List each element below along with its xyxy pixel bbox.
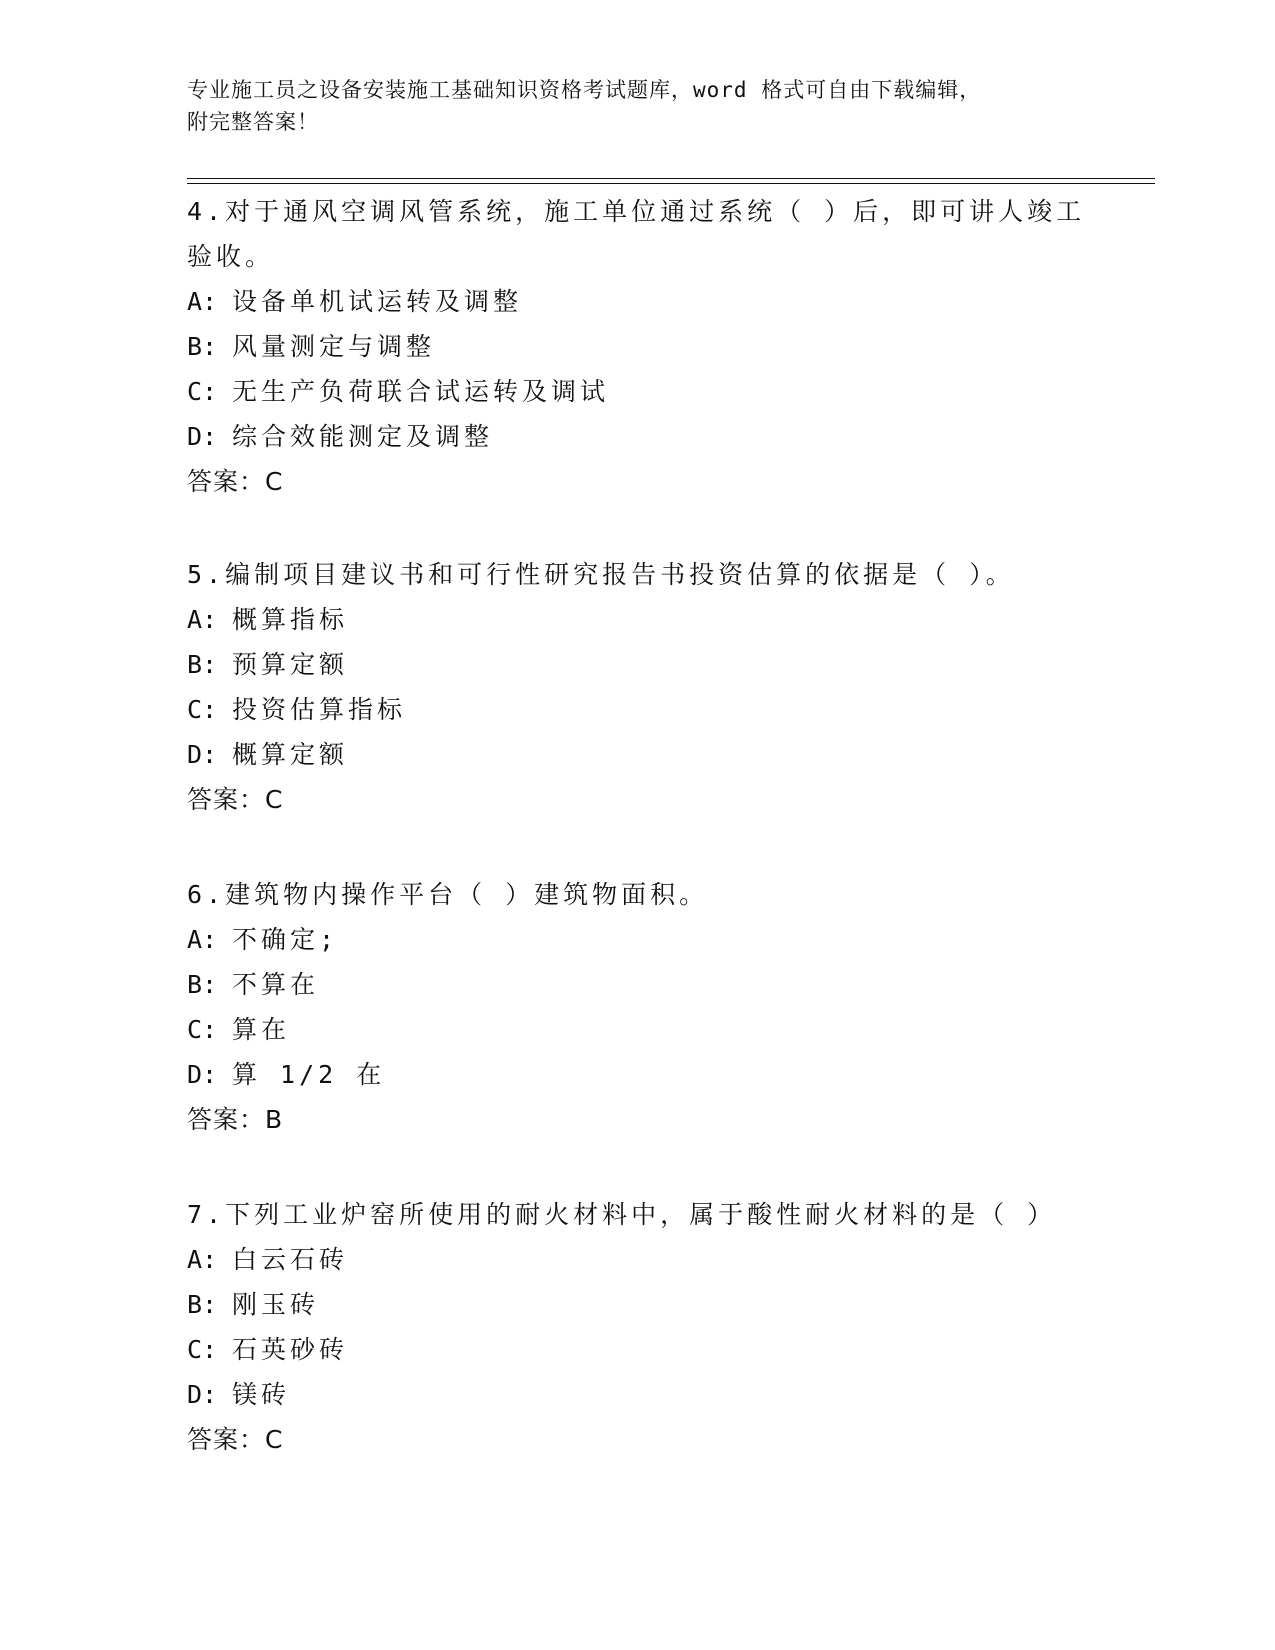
option-letter: C: — [187, 1015, 218, 1044]
answer: 答案：C — [187, 1425, 284, 1454]
option-letter: A: — [187, 287, 218, 316]
header-divider-bottom — [187, 183, 1155, 184]
option-text: 概算定额 — [232, 740, 349, 769]
option-text: 算 1/2 在 — [232, 1060, 386, 1089]
option-a — [187, 279, 1087, 324]
option-letter: B: — [187, 970, 218, 999]
question-4 — [187, 189, 1087, 504]
option-text: 石英砂砖 — [232, 1335, 349, 1364]
option-letter: C: — [187, 695, 218, 724]
header-line-1: 专业施工员之设备安装施工基础知识资格考试题库，word 格式可自由下载编辑， — [187, 78, 982, 102]
document-header — [187, 74, 1087, 138]
option-text: 无生产负荷联合试运转及调试 — [232, 377, 610, 406]
option-letter: D: — [187, 422, 218, 451]
option-text: 概算指标 — [232, 605, 349, 634]
option-letter: B: — [187, 1290, 218, 1319]
question-5 — [187, 552, 1087, 822]
question-stem-continued: 验收。 — [187, 242, 275, 271]
option-letter: D: — [187, 1380, 218, 1409]
option-letter: B: — [187, 332, 218, 361]
option-d — [187, 732, 1087, 777]
option-text: 投资估算指标 — [232, 695, 407, 724]
option-letter: A: — [187, 1245, 218, 1274]
answer: 答案：C — [187, 785, 284, 814]
option-letter: D: — [187, 1060, 218, 1089]
question-stem: 7.下列工业炉窑所使用的耐火材料中，属于酸性耐火材料的是（ ） — [187, 1200, 1057, 1229]
header-divider-top — [187, 178, 1155, 179]
option-text: 算在 — [232, 1015, 291, 1044]
option-b — [187, 324, 1087, 369]
question-stem: 4.对于通风空调风管系统，施工单位通过系统（ ）后，即可讲人竣工 — [187, 197, 1086, 226]
option-c — [187, 369, 1087, 414]
option-letter: D: — [187, 740, 218, 769]
option-letter: A: — [187, 605, 218, 634]
option-b — [187, 962, 1087, 1007]
option-text: 不算在 — [232, 970, 320, 999]
option-c — [187, 687, 1087, 732]
option-text: 白云石砖 — [232, 1245, 349, 1274]
option-d — [187, 1052, 1087, 1097]
question-6 — [187, 872, 1087, 1142]
option-text: 综合效能测定及调整 — [232, 422, 494, 451]
answer: 答案：B — [187, 1105, 284, 1134]
option-d — [187, 414, 1087, 459]
question-stem: 6.建筑物内操作平台（ ）建筑物面积。 — [187, 880, 709, 909]
option-a — [187, 597, 1087, 642]
option-letter: C: — [187, 377, 218, 406]
option-b — [187, 1282, 1087, 1327]
option-letter: A: — [187, 925, 218, 954]
option-c — [187, 1327, 1087, 1372]
option-a — [187, 917, 1087, 962]
question-7 — [187, 1192, 1087, 1462]
option-text: 预算定额 — [232, 650, 349, 679]
option-text: 不确定; — [232, 925, 339, 954]
option-letter: C: — [187, 1335, 218, 1364]
question-stem: 5.编制项目建议书和可行性研究报告书投资估算的依据是（ ）。 — [187, 560, 1015, 589]
option-b — [187, 642, 1087, 687]
option-c — [187, 1007, 1087, 1052]
option-text: 镁砖 — [232, 1380, 291, 1409]
option-a — [187, 1237, 1087, 1282]
option-text: 风量测定与调整 — [232, 332, 436, 361]
option-text: 设备单机试运转及调整 — [232, 287, 523, 316]
answer: 答案：C — [187, 467, 284, 496]
option-d — [187, 1372, 1087, 1417]
option-text: 刚玉砖 — [232, 1290, 320, 1319]
header-line-2: 附完整答案！ — [187, 110, 319, 134]
option-letter: B: — [187, 650, 218, 679]
